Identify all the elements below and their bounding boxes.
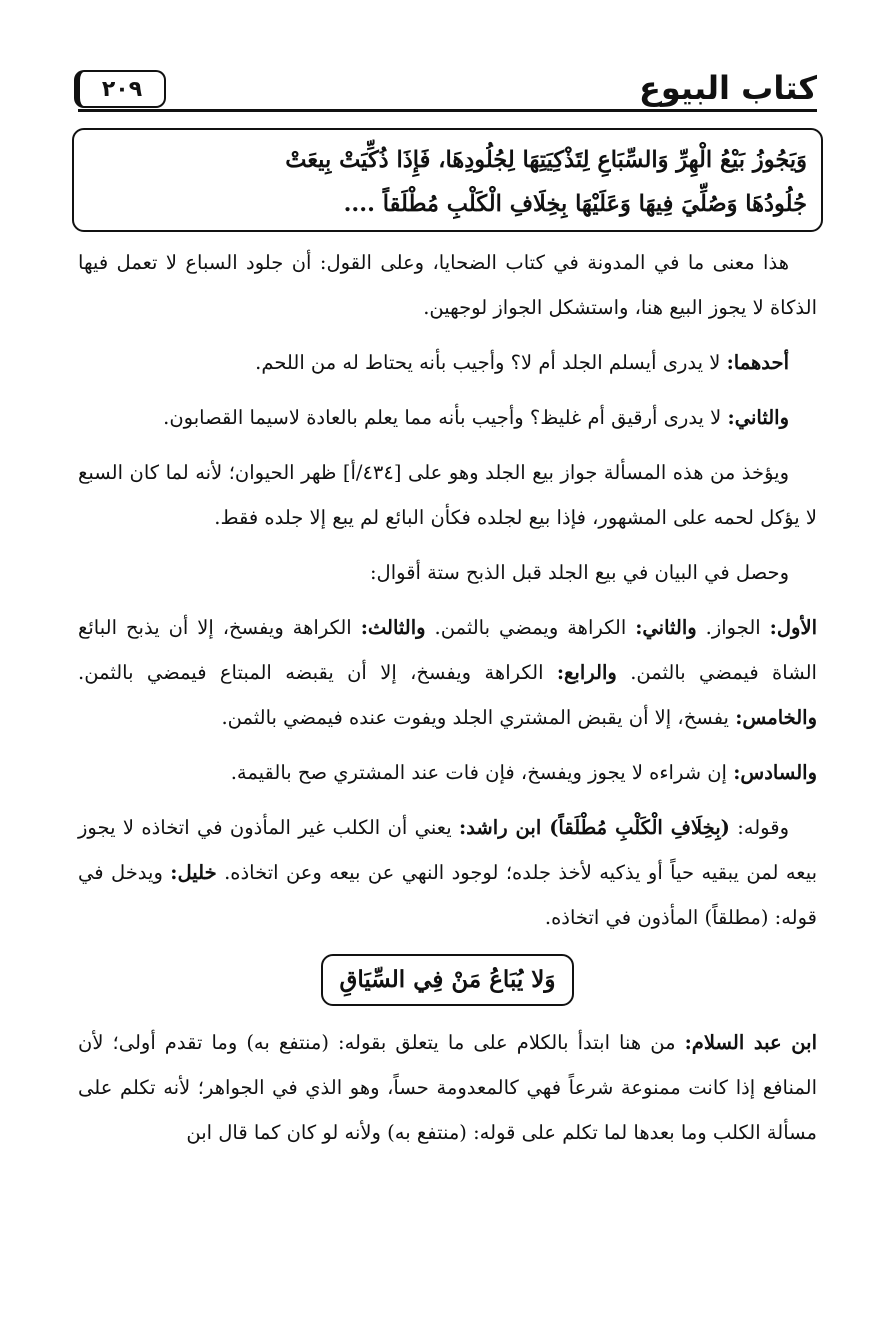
matn-line-2: جُلُودُهَا وَصُلِّيَ فِيهَا وَعَلَيْهَا بِخِلَافِ الْكَلْبِ مُطْلَقاً ....: [343, 191, 807, 217]
opinion-5-label: والخامس:: [735, 706, 817, 729]
opinion-3-text: الكراهة ويفسخ، إلا أن يذبح البائع الشاة فيمضي بالثمن.: [78, 616, 817, 684]
matn-text-box: [72, 128, 823, 232]
opinion-2-label: والثاني:: [635, 616, 697, 639]
paragraph-8: [78, 805, 817, 940]
header-rule: [78, 109, 817, 112]
paragraph-3-lead: والثاني:: [727, 406, 789, 429]
paragraph-5: وحصل في البيان في بيع الجلد قبل الذبح ستة أقوال:: [369, 561, 789, 584]
opinion-2-text: الكراهة ويمضي بالثمن.: [425, 616, 636, 639]
paragraph-3: [78, 395, 817, 440]
matn-line-1: وَيَجُوزُ بَيْعُ الْهِرِّ وَالسِّبَاعِ لِتَذْكِيَتِهَا لِجُلُودِهَا، فَإِذَا ذُكِّيَتْ بِيعَتْ: [285, 147, 807, 173]
paragraph-8-end: ويدخل في قوله: (مطلقاً) المأذون في اتخاذه.: [78, 861, 817, 929]
opinion-5-text: يفسخ، إلا أن يقبض المشتري الجلد ويفوت عنده فيمضي بالثمن.: [221, 706, 736, 729]
paragraph-8-text: يعني أن الكلب غير المأذون في اتخاذه لا يجوز بيعه لمن يبقيه حياً أو يذكيه لأخذ جلده؛ لوجود النهي عن بيعه وعن اتخاذه.: [78, 816, 817, 884]
paragraph-3-text: لا يدرى أرقيق أم غليظ؟ وأجيب بأنه مما يعلم بالعادة لاسيما القصابون.: [163, 406, 728, 429]
paragraph-8-intro: وقوله:: [729, 816, 789, 839]
paragraph-2: [78, 340, 817, 385]
opinion-1-label: الأول:: [769, 616, 817, 639]
commentary-body: [78, 240, 817, 1165]
opinion-3-label: والثالث:: [360, 616, 426, 639]
paragraph-8-khalil: خليل:: [170, 861, 217, 884]
paragraph-9-lead: ابن عبد السلام:: [684, 1031, 817, 1054]
paragraph-9-text: من هنا ابتدأ بالكلام على ما يتعلق بقوله: (منتفع به) وما تقدم أولى؛ لأن المنافع إذا كانت ممنوعة شرعاً فهي كالمعدومة حساً، وهو الذي في الجواهر؛ لأنه تكلم على مسألة الكلب وما بعدها لما تكلم على قوله: (منتفع به) ولأنه لو كان كما قال ابن: [78, 1031, 817, 1144]
paragraph-8-quote: (بِخِلَافِ الْكَلْبِ مُطْلَقاً) ابن راشد:: [459, 816, 730, 839]
paragraph-7: [78, 750, 817, 795]
paragraph-6: [78, 605, 817, 740]
opinion-4-label: والرابع:: [556, 661, 617, 684]
opinion-6-label: والسادس:: [733, 761, 817, 784]
opinion-4-text: الكراهة ويفسخ، إلا أن يقبضه المبتاع فيمضي بالثمن.: [78, 661, 557, 684]
paragraph-4: ويؤخذ من هذه المسألة جواز بيع الجلد وهو على [٤٣٤/أ] ظهر الحيوان؛ لأنه لما كان السبع لا يؤكل لحمه على المشهور، فإذا بيع لجلده فكأن البائع لم يبع إلا جلده فقط.: [78, 461, 817, 529]
running-title: كتاب البيوع: [638, 69, 817, 107]
section-heading: وَلا يُبَاعُ مَنْ فِي السِّيَاقِ: [321, 954, 573, 1006]
page-number: ٢٠٩: [74, 70, 166, 108]
paragraph-2-lead: أحدهما:: [726, 351, 789, 374]
paragraph-1: هذا معنى ما في المدونة في كتاب الضحايا، وعلى القول: أن جلود السباع لا تعمل فيها الذكاة لا يجوز البيع هنا، واستشكل الجواز لوجهين.: [78, 251, 817, 319]
paragraph-2-text: لا يدرى أيسلم الجلد أم لا؟ وأجيب بأنه يحتاط له من اللحم.: [255, 351, 727, 374]
paragraph-9: [78, 1020, 817, 1155]
opinion-1-text: الجواز.: [696, 616, 770, 639]
opinion-6-text: إن شراءه لا يجوز ويفسخ، فإن فات عند المشتري صح بالقيمة.: [230, 761, 734, 784]
section-heading-wrap: [78, 954, 817, 1006]
